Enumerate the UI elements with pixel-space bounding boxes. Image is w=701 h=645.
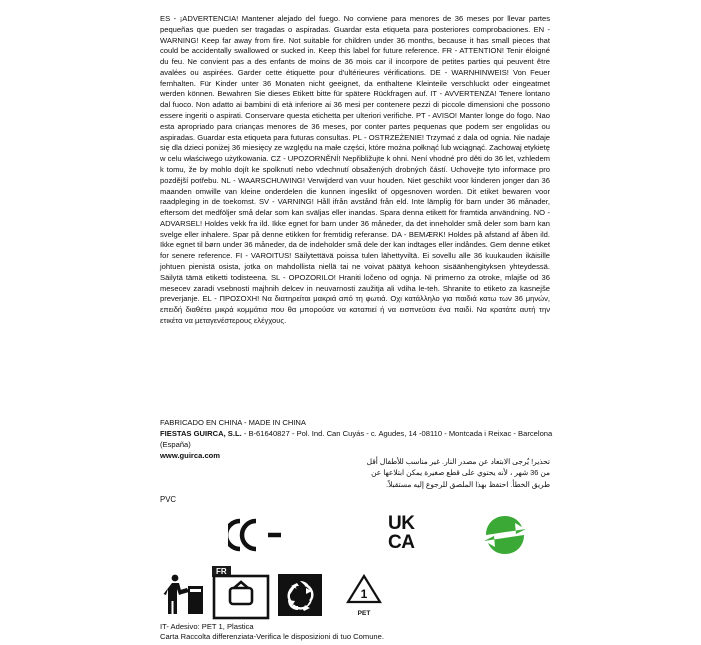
arabic-line-2: من 36 شهر ، لأنه يحتوي على قطع صغيرة يمكن ابتلاعها عن	[371, 468, 550, 478]
arabic-warning-text	[256, 456, 550, 490]
arabic-line-1: تحذير! يُرجى الابتعاد عن مصدر النار. غير مناسب للأطفال أقل	[366, 457, 550, 466]
recycling-box-icon	[276, 572, 324, 618]
ukca-line-2: CA	[388, 532, 415, 553]
italy-note-line-2: Carta Raccolta differenziata-Verifica le disposizioni di tuo Comune.	[160, 632, 384, 642]
svg-text:1: 1	[360, 587, 368, 601]
green-dot-recycling-icon	[482, 512, 528, 558]
made-in-line: FABRICADO EN CHINA - MADE IN CHINA	[160, 418, 306, 427]
italy-note-line-1: IT- Adesivo: PET 1, Plastica	[160, 622, 254, 631]
bin-man-icon	[160, 572, 206, 618]
warning-paragraph: ES - ¡ADVERTENCIA! Mantener alejado del fuego. No conviene para menores de 36 meses por llevar partes pequeñas que pueden ser tragadas o aspiradas. Guardar esta etiqueta para posteriores comprobaciones. EN - WARNING! Keep far away from fire. Not suitable for children under 36 months, because it has small pieces that could be accidentally swallowed or sucked in. Keep this label for future reference. FR - ATTENTION! Tenir éloigné du feu. Ne convient pas a des enfants de moins de 36 mois car il incorpore de petites parties qui peuvent être avalées ou aspirées. Garder cette étiquette pour d'ultérieures vérifications. DE - WARNHINWEIS! Von Feuer fernhalten. Für Kinder unter 36 Monaten nicht geeignet, da enthaltene Kleinteile verschluckt oder eingeatmet werden können. Bewahren Sie dieses Etikett bitte für spätere Rückfragen auf. IT - AVVERTENZA! Tenere lontano dal fuoco. Non adatto ai bambini di età inferiore ai 36 mesi per contenere pezzi di piccole dimensioni che possono essere ingeriti o aspirati. Conservare questa etichetta per ulteriori verifiche. PT - AVISO! Manter longe do fogo. Nao esta apropriado para crianças menores de 36 meses, por conter partes pequenas que podem ser engolidas ou aspiradas. Guardar esta etiqueta para futuras consultas. PL - OSTRZEŻENIE! Trzymać z dala od ognia. Nie nadaje się dla dzieci poniżej 36 miesięcy ze względu na małe części, które można połknąć lub wciągnąć. Zachowaj etykietę w celu właściwego użytkowania. CZ - UPOZORNĚNÍ! Nepřibližujte k ohni. Není vhodné pro děti do 36 let, vzhledem k tomu, že by mohlo dojít ke spolknutí nebo vdechnutí obsažených drobných částí. Uchovejte tyto informace pro pozdější potřebu. NL - WAARSCHUWING! Verwijderd van vuur houden. Niet geschikt voor kinderen jonger dan 36 maanden omwille van kleine onderdelen die kunnen ingeslikt of opgesnoven worden. Dit etiket bewaren voor raadpleging in de toekomst. SV - VARNING! Håll ifrån avstånd från eld. Inte lämplig för barn under 36 månader, eftersom det medföljer små delar som kan sväljas eller inandas. Spara denna etikett för framtida användning. NO - ADVARSEL! Holdes vekk fra ild. Ikke egnet for barn under 36 måneder, da det inneholder små deler som barn kan svelge eller inhalere. Spar på denne etikken for fremtidig referanse. DA - BEMÆRK! Holdes på afstand af åben ild. Ikke egnet til børn under 36 måneder, da de indeholder små dele der kan indtages eller indåndes. Gem denne etiket for senere reference. FI - VAROITUS! Säilytettävä poissa tulen lähettyviltä. Ei sovellu alle 36 kuukauden ikäisille johtuen pienistä osista, jotka on mahdollista niellä tai ne voivat päätyä kehoon sisäänhengityksen yhteydessä. Säilytä tämä etiketti todisteena. SL - OPOZORILO! Hraniti ločeno od ognja. Ni primerno za otroke, mlajše od 36 mesecev zaradi vsebnosti majhnih delcev in neuvarnosti zaužitja ali vdiha le-teh. Shranite to etiketo za kasnejše preverjanje. EL - ΠΡΟΣΟΧΗ! Να διατηρείται μακριά από τη φωτιά. Οχι κατάλληλο για παιδιά κατω των 36 μηνών, επειδή διαθέτει μικρά κομμάτια που θα μπορούσε να καταπιεί ή να εισπνεύσει ένα παιδί. Να κρατάτε αυτή την ετικέτα να μεταγενέστερους ελέγχους.	[160, 14, 550, 325]
ce-mark-icon	[228, 518, 294, 552]
company-name: FIESTAS GUIRCA, S.L.	[160, 429, 242, 438]
ukca-mark-icon	[388, 514, 440, 554]
multilingual-warning-text	[160, 14, 550, 327]
disposal-icons-row	[160, 567, 560, 618]
arabic-line-3: طريق الخطأ. احتفظ بهذا الملصق للرجوع إليه مستقبلاً.	[386, 479, 550, 489]
fr-country-tag: FR	[212, 566, 231, 577]
manufacturer-info	[160, 417, 560, 461]
italy-disposal-note	[160, 622, 580, 643]
pet-label: PET	[357, 610, 371, 617]
ukca-line-1: UK	[388, 513, 415, 534]
company-address: - B-61640827 - Pol. Ind. Can Cuyás - c. Agudes, 14 -08110 - Montcada i Reixac - Barcelona (España)	[160, 429, 553, 449]
pet-material-icon	[344, 574, 384, 616]
company-website: www.guirca.com	[160, 451, 221, 460]
company-address-line	[160, 428, 560, 450]
fr-tidyman-icon	[212, 566, 270, 618]
pvc-material-label: PVC	[160, 495, 177, 504]
